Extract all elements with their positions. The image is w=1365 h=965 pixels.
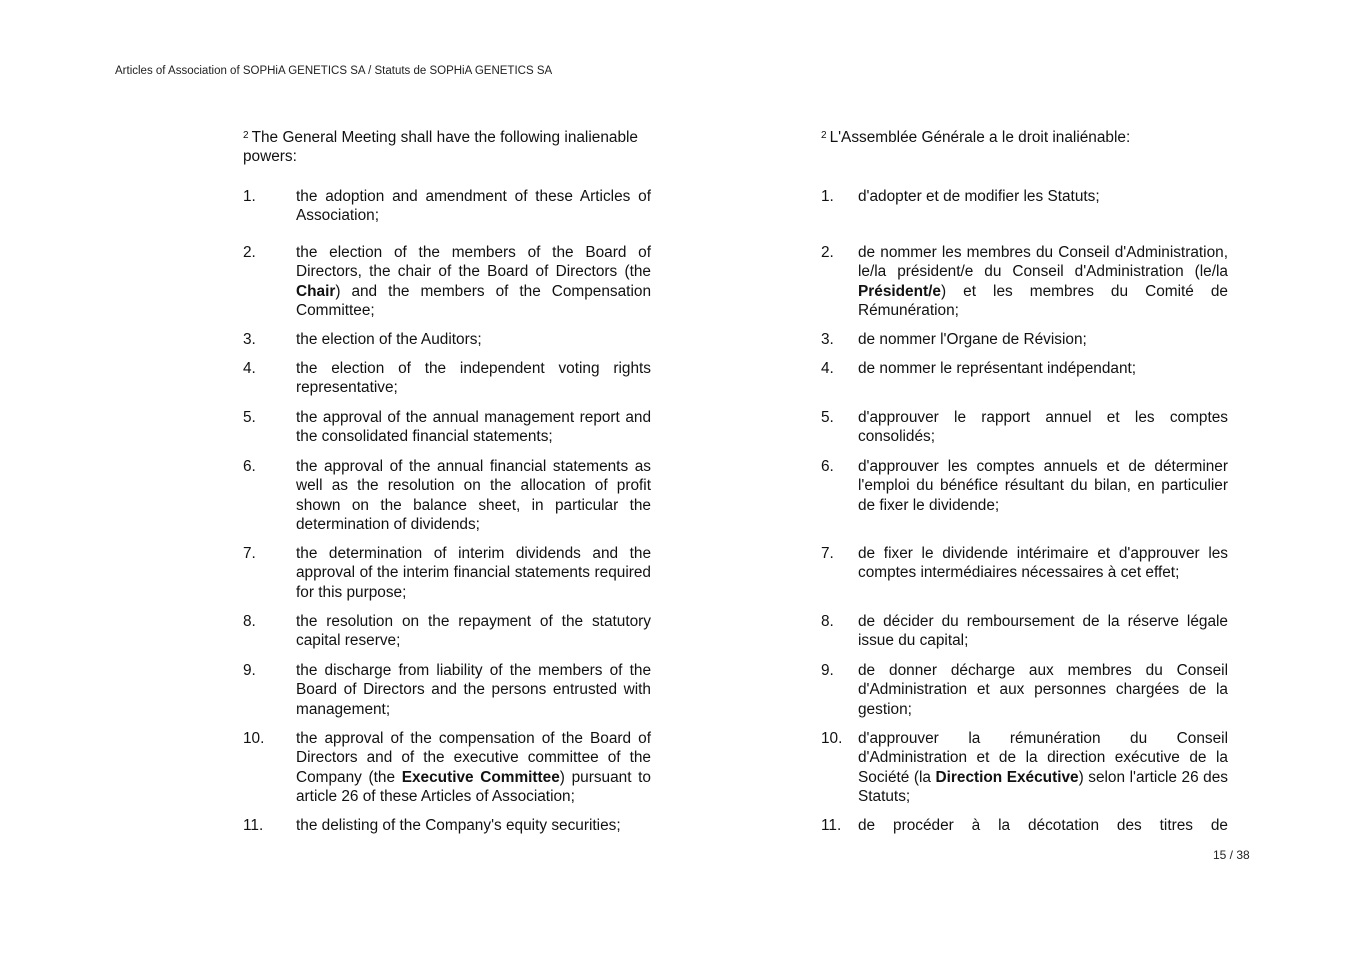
item-text: d'adopter et de modifier les Statuts; (858, 188, 1100, 205)
list-item (821, 816, 1228, 835)
list-item (821, 457, 1228, 515)
item-number: 3. (821, 331, 834, 348)
item-text (858, 729, 1228, 807)
list-item (821, 729, 1228, 807)
list-item (821, 330, 1228, 349)
item-number: 1. (821, 188, 834, 205)
list-item (243, 612, 651, 651)
item-text-part: ) pursuant to article 26 of these Articles of Association; (296, 768, 651, 806)
item-text: the adoption and amendment of these Articles of Association; (296, 188, 651, 225)
item-text-part: the approval of the compensation of the Board of Directors and of the executive committee of the Company (the (296, 730, 651, 786)
list-item (243, 457, 651, 535)
item-text: d'approuver le rapport annuel et les comptes consolidés; (858, 409, 1228, 446)
list-item (821, 612, 1228, 651)
item-text-part: ) et les membres du Comité de Rémunération; (858, 282, 1228, 320)
list-item (243, 661, 651, 719)
list-item (243, 544, 651, 602)
item-number: 8. (821, 613, 834, 630)
item-text: de donner décharge aux membres du Conseil d'Administration et aux personnes chargées de la gestion; (858, 662, 1228, 718)
item-number: 8. (243, 613, 256, 630)
item-text: de nommer le représentant indépendant; (858, 360, 1137, 377)
item-text: de fixer le dividende intérimaire et d'approuver les comptes intermédiaires nécessaires à cet effet; (858, 545, 1228, 582)
list-item (243, 408, 651, 447)
item-text: de décider du remboursement de la réserve légale issue du capital; (858, 613, 1228, 650)
item-text: the election of the Auditors; (296, 331, 482, 348)
paragraph-number: 2 (243, 130, 249, 141)
item-text: d'approuver les comptes annuels et de déterminer l'emploi du bénéfice résultant du bilan, en particulier de fixer le dividende; (858, 458, 1228, 514)
item-number: 4. (243, 360, 256, 377)
item-number: 3. (243, 331, 256, 348)
list-item (821, 544, 1228, 583)
intro-text: The General Meeting shall have the following inalienable powers: (243, 129, 638, 166)
item-text-part: ) and the members of the Compensation Committee; (296, 282, 651, 320)
item-text: de nommer l'Organe de Révision; (858, 331, 1087, 348)
item-number: 2. (243, 244, 256, 261)
list-item (243, 330, 651, 349)
list-item (821, 359, 1228, 378)
list-item (243, 359, 651, 398)
item-text-part: d'approuver la rémunération du Conseil d'Administration et de la direction exécutive de la Société (la (858, 730, 1228, 786)
list-item (821, 187, 1228, 206)
list-item (821, 243, 1228, 321)
defined-term: Direction Exécutive (935, 768, 1079, 786)
list-item (821, 661, 1228, 719)
item-text: the election of the independent voting rights representative; (296, 360, 651, 397)
item-number: 7. (821, 545, 834, 562)
defined-term: Executive Committee (401, 768, 560, 786)
item-text (296, 243, 651, 321)
item-number: 5. (821, 409, 834, 426)
item-number: 6. (243, 458, 256, 475)
intro-text: L'Assemblée Générale a le droit inaliénable: (829, 129, 1131, 146)
french-intro (821, 128, 1228, 147)
defined-term: Chair (296, 282, 336, 300)
item-text: de procéder à la décotation des titres de (858, 817, 1228, 834)
list-item (243, 816, 651, 835)
page-number: 15 / 38 (1213, 848, 1250, 862)
item-text: the resolution on the repayment of the statutory capital reserve; (296, 613, 651, 650)
item-number: 5. (243, 409, 256, 426)
list-item (243, 243, 651, 321)
item-text: the discharge from liability of the members of the Board of Directors and the persons entrusted with management; (296, 662, 651, 718)
item-number: 10. (243, 730, 265, 747)
item-text: the delisting of the Company's equity securities; (296, 817, 621, 834)
item-text: the approval of the annual financial statements as well as the resolution on the allocation of profit shown on the balance sheet, in particular the determination of dividends; (296, 458, 651, 534)
item-text-part: the election of the members of the Board of Directors, the chair of the Board of Directors (the (296, 244, 651, 281)
item-text (296, 729, 651, 807)
paragraph-number: 2 (821, 130, 827, 141)
item-number: 4. (821, 360, 834, 377)
item-text-part: ) selon l'article 26 des Statuts; (858, 768, 1228, 806)
item-text (858, 243, 1228, 321)
item-number: 6. (821, 458, 834, 475)
item-number: 9. (821, 662, 834, 679)
item-text: the determination of interim dividends and the approval of the interim financial statements required for this purpose; (296, 545, 651, 601)
item-number: 11. (243, 817, 264, 834)
item-text: the approval of the annual management report and the consolidated financial statements; (296, 409, 651, 446)
item-number: 10. (821, 730, 843, 747)
defined-term: Président/e (858, 282, 941, 300)
item-number: 1. (243, 188, 256, 205)
page-header: Articles of Association of SOPHiA GENETICS SA / Statuts de SOPHiA GENETICS SA (115, 65, 553, 77)
item-number: 2. (821, 244, 834, 261)
list-item (243, 187, 651, 226)
list-item (821, 408, 1228, 447)
item-number: 11. (821, 817, 842, 834)
list-item (243, 729, 651, 807)
item-number: 7. (243, 545, 256, 562)
english-intro (243, 128, 638, 167)
item-number: 9. (243, 662, 256, 679)
item-text-part: de nommer les membres du Conseil d'Administration, le/la président/e du Conseil d'Administration (le/la (858, 244, 1228, 281)
